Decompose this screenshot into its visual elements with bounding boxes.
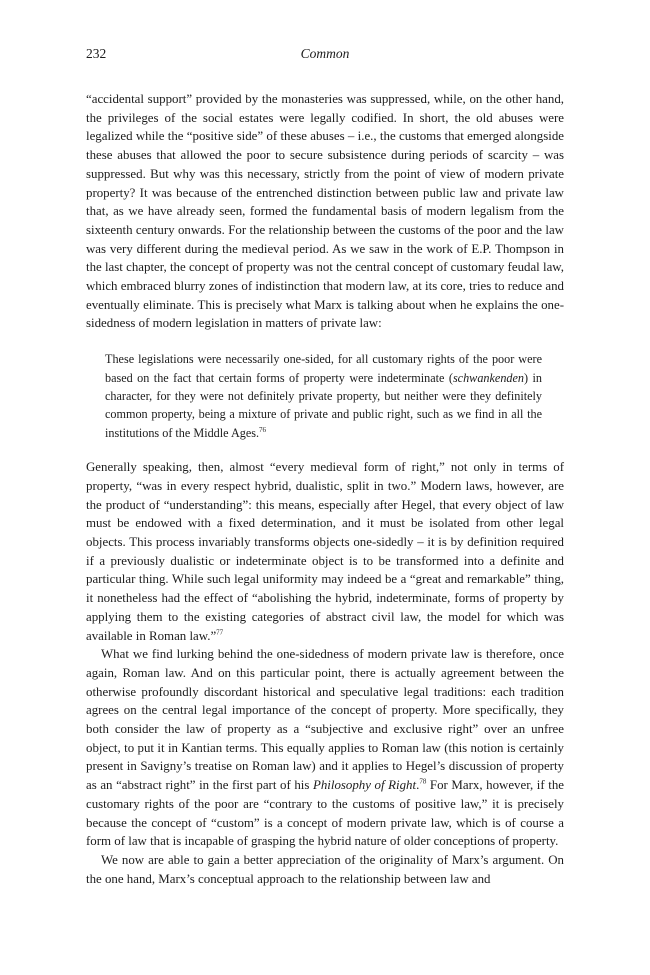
paragraph-4: We now are able to gain a better appreciation of the originality of Marx’s argument. On the one hand, Marx’s conceptual approach to the relationship between law and [86,852,564,886]
paragraph-3 [86,645,564,851]
running-title: Common [300,46,350,61]
paragraph-3-period: . [416,778,420,793]
footnote-ref-77[interactable]: 77 [216,628,224,637]
quote-text-end: ) in character, for they were not definitely private property, but neither were they definitely common property, being a mixture of private and public right, such as we find in all the institutions of the Middle Ages. [105,370,542,440]
footnote-ref-78[interactable]: 78 [419,777,427,786]
page-header [86,46,564,64]
page-body [86,90,564,888]
quote-text-start: These legislations were necessarily one-sided, for all customary rights of the poor were based on the fact that certain forms of property were indeterminate ( [105,352,542,385]
quote-italic-term: schwankenden [452,370,525,385]
paragraph-2 [86,458,564,645]
footnote-ref-76[interactable]: 76 [259,425,267,434]
paragraph-3-text-end: For Marx, however, if the customary rights of the poor are “contrary to the customs of positive law,” it is precisely because the concept of “custom” is a concept of modern private law, which is of course a form of law that is incapable of grasping the hybrid nature of older conceptions of property. [86,778,564,849]
block-quote [105,350,542,442]
paragraph-3-text-start: What we find lurking behind the one-sidedness of modern private law is therefore, once again, Roman law. And on this particular point, there is actually agreement between the otherwise profoundly discordant historical and speculative legal traditions: each tradition agrees on the central legal importance of the concept of property. More specifically, they both consider the law of property as a “subjective and exclusive right” over an unfree object, to put it in Kantian terms. This equally applies to Roman law (this notion is certainly present in Savigny’s treatise on Roman law) and it applies to Hegel’s discussion of property as an “abstract right” in the first part of his [86,647,564,793]
paragraph-2-text: Generally speaking, then, almost “every medieval form of right,” not only in terms of property, “was in every respect hybrid, dualistic, split in two.” Modern laws, however, are the product of “understanding”: this means, especially after Hegel, that every object of law must be endowed with a fixed determination, and it must be isolated from other legal objects. This process invariably transforms objects one-sidedly – it is by definition required if a previously dualistic or indeterminate object is to be transformed into a definite and particular thing. While such legal uniformity may indeed be a “great and remarkable” thing, it nonetheless had the effect of “abolishing the hybrid, indeterminate, forms of property by applying them to the existing categories of abstract civil law, the model for which was available in Roman law.” [86,460,564,643]
paragraph-1: “accidental support” provided by the monasteries was suppressed, while, on the other hand, the privileges of the social estates were legally codified. In short, the old abuses were legalized while the “positive side” of these abuses – i.e., the customs that emerged alongside these abuses that allowed the poor to secure subsistence during periods of scarcity – was suppressed. But why was this necessary, strictly from the point of view of modern private property? It was because of the entrenched distinction between public law and private law that, as we have already seen, formed the fundamental basis of modern legalism from the sixteenth century onwards. For the relationship between the customs of the poor and the law was very different during the medieval period. As we saw in the work of E.P. Thompson in the last chapter, the concept of property was not the central concept of customary feudal law, which embraced blurry zones of indistinction that modern law, at its core, tries to reduce and eventually eliminate. This is precisely what Marx is talking about when he explains the one-sidedness of modern legislation in matters of private law: [86,92,564,331]
book-title-italic: Philosophy of Right [312,778,417,793]
page-number: 232 [86,46,107,61]
